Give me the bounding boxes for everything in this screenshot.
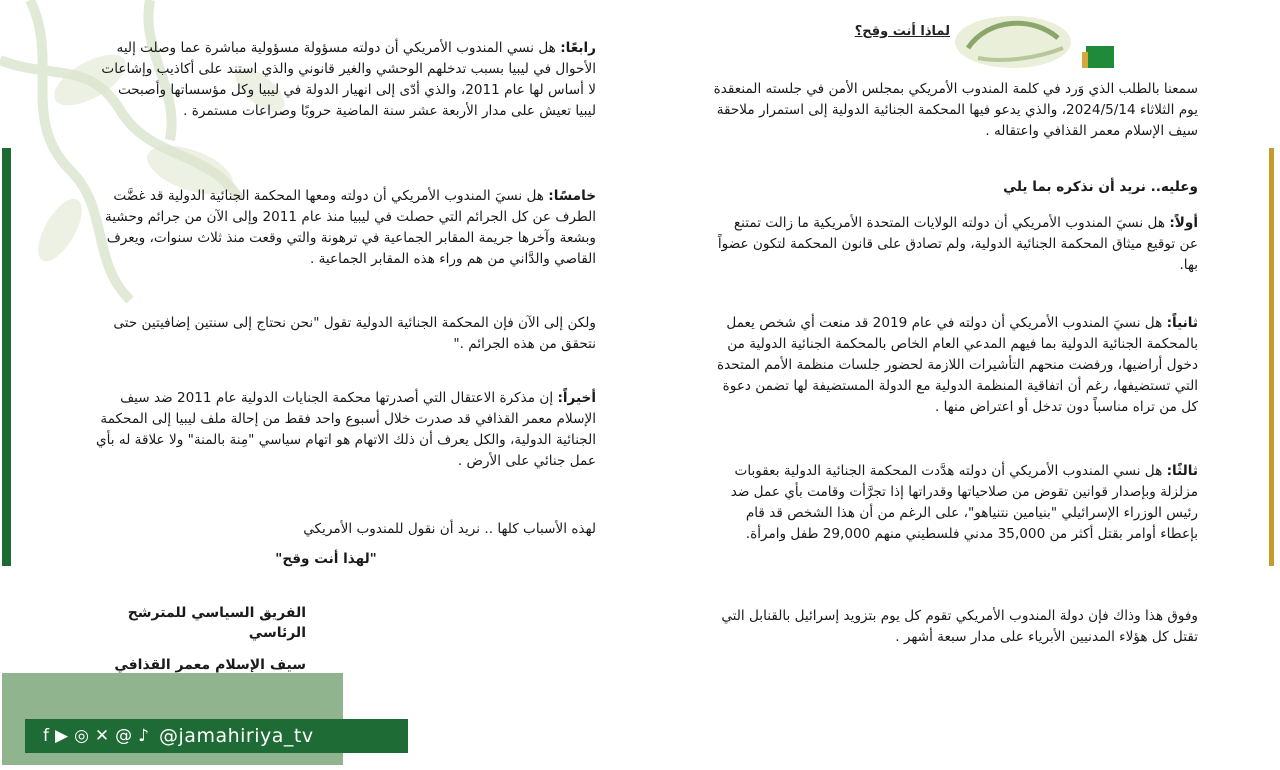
point-finally — [96, 388, 596, 472]
tiktok-icon[interactable]: ♪ — [138, 725, 150, 746]
closing-quote: "لهذا أنت وقح" — [275, 551, 377, 567]
point-fifth-label: خامسًا: — [548, 188, 596, 204]
left-accent-bar — [2, 148, 11, 566]
page-title: لماذا أنت وقح؟ — [854, 24, 950, 39]
signature-line-2: سيف الإسلام معمر القذافي — [114, 657, 306, 673]
instagram-icon[interactable]: ◎ — [74, 725, 89, 746]
point-finally-text: إن مذكرة الاعتقال التي أصدرتها محكمة الجنايات الدولية عام 2011 ضد سيف الإسلام معمر القذافي قد صدرت خلال أسبوع واحد فقط من إحالة ملف ليبيا إلى المحكمة الجنائية الدولية، والكل يعرف أن ذلك الاتهام هو اتهام سياسي "مِنة بالمنة" ولا علاقة له بأي عمل جنائي على الأرض . — [96, 390, 596, 469]
right-accent-bar — [1269, 148, 1274, 566]
point-second-text: هل نسيَ المندوب الأمريكي أن دولته في عام 2019 قد منعت أي شخص يعمل بالمحكمة الجنائية الدولية بما فيهم المدعي العام الخاص بالمحكمة الجنائية الدولية من دخول أراضيها، ورفضت منحهم التأشيرات اللازمة لحضور جلسات منظمة الأمم المتحدة التي تستضيفها، رغم أن اتفاقية المنظمة الدولية مع الدولة المستضيفة لها تضمن دعوة كل من تراه مناسباً دون تدخل أو اعتراض منها . — [717, 315, 1198, 415]
reasons-line: لهذه الأسباب كلها .. نريد أن نقول للمندوب الأمريكي — [303, 521, 596, 537]
point-finally-label: أخيراً: — [557, 390, 596, 406]
point-first — [712, 213, 1198, 276]
point-fifth — [96, 186, 596, 270]
point-third-text: هل نسي المندوب الأمريكي أن دولته هدَّدت المحكمة الجنائية الدولية بعقوبات مزلزلة وبإصدار قوانين تقوض من صلاحياتها وقدراتها إذا تجرَّأت وقامت بأي عمل ضد رئيس الوزراء الإسرائيلي "بنيامين نتنياهو"، على الرغم من أن هذا الشخص قد قام بإعطاء أوامر بقتل أكثر من 35,000 مدني فلسطيني منهم 29,000 طفل وامرأة. — [730, 463, 1198, 542]
point-fourth — [96, 38, 596, 122]
point-fourth-text: هل نسي المندوب الأمريكي أن دولته مسؤولة مسؤولية مباشرة عما وصلت إليه الأحوال في ليبيا بسبب تدخلهم الوحشي والغير قانوني والذي استند على أكاذيب وإشاعات لا أساس لها عام 2011، والذي أدّى إلى انهيار الدولة في ليبيا وكل مؤسساتها وأصبحت ليبيا تعيش على مدار الأربعة عشر سنة الماضية حروبًا وصراعات مستمرة . — [101, 40, 596, 119]
point-first-label: أولاً: — [1169, 215, 1198, 231]
lead-heading: وعليه.. نريد أن نذكره بما يلي — [1003, 179, 1198, 195]
closing-paragraph: وفوق هذا وذاك فإن دولة المندوب الأمريكي تقوم كل يوم بتزويد إسرائيل بالقنابل التي تقتل كل هؤلاء المدنيين الأبرياء على مدار سبعة أشهر . — [721, 608, 1198, 645]
signature-line-1: الفريق السياسي للمترشح الرئاسي — [127, 605, 306, 641]
point-fourth-label: رابعًا: — [560, 40, 596, 56]
point-first-text: هل نسيَ المندوب الأمريكي أن دولته الولايات المتحدة الأمريكية ما زالت تمتنع عن توقيع ميثاق المحكمة الجنائية الدولية، ولم تصادق على قانون المحكمة لتكون عضواً بها. — [717, 215, 1198, 273]
point-fifth-text: هل نسيَ المندوب الأمريكي أن دولته ومعها المحكمة الجنائية الدولية قد غضَّت الطرف عن كل الجرائم التي حصلت في ليبيا منذ عام 2011 وإلى الآن من جرائم وحشية وبشعة وآخرها جريمة المقابر الجماعية في ترهونة والتي وقعت منذ ثلاث سنوات، ويعرف القاصي والدَّاني من هم وراء هذه المقابر الجماعية . — [104, 188, 596, 267]
facebook-icon[interactable]: f — [43, 725, 49, 746]
but-paragraph: ولكن إلى الآن فإن المحكمة الجنائية الدولية تقول "نحن نحتاج إلى سنتين إضافيتين حتى نتحقق من هذه الجرائم ." — [113, 315, 596, 352]
youtube-icon[interactable]: ▶ — [55, 725, 69, 746]
point-second — [712, 313, 1198, 418]
x-icon[interactable]: ✕ — [94, 725, 110, 746]
social-bar — [25, 719, 408, 753]
ornament-logo — [938, 8, 1118, 76]
point-second-label: ثانياً: — [1166, 315, 1198, 331]
intro-paragraph: سمعنا بالطلب الذي وَرد في كلمة المندوب الأمريكي بمجلس الأمن في جلسته المنعقدة يوم الثلاثاء 2024/5/14، والذي يدعو فيها المحكمة الجنائية الدولية إلى استمرار ملاحقة سيف الإسلام معمر القذافي واعتقاله . — [713, 81, 1198, 139]
social-handle[interactable]: @jamahiriya_tv — [159, 725, 314, 747]
point-third — [712, 461, 1198, 545]
threads-icon[interactable]: @ — [115, 725, 133, 746]
point-third-label: ثالثًا: — [1166, 463, 1198, 479]
